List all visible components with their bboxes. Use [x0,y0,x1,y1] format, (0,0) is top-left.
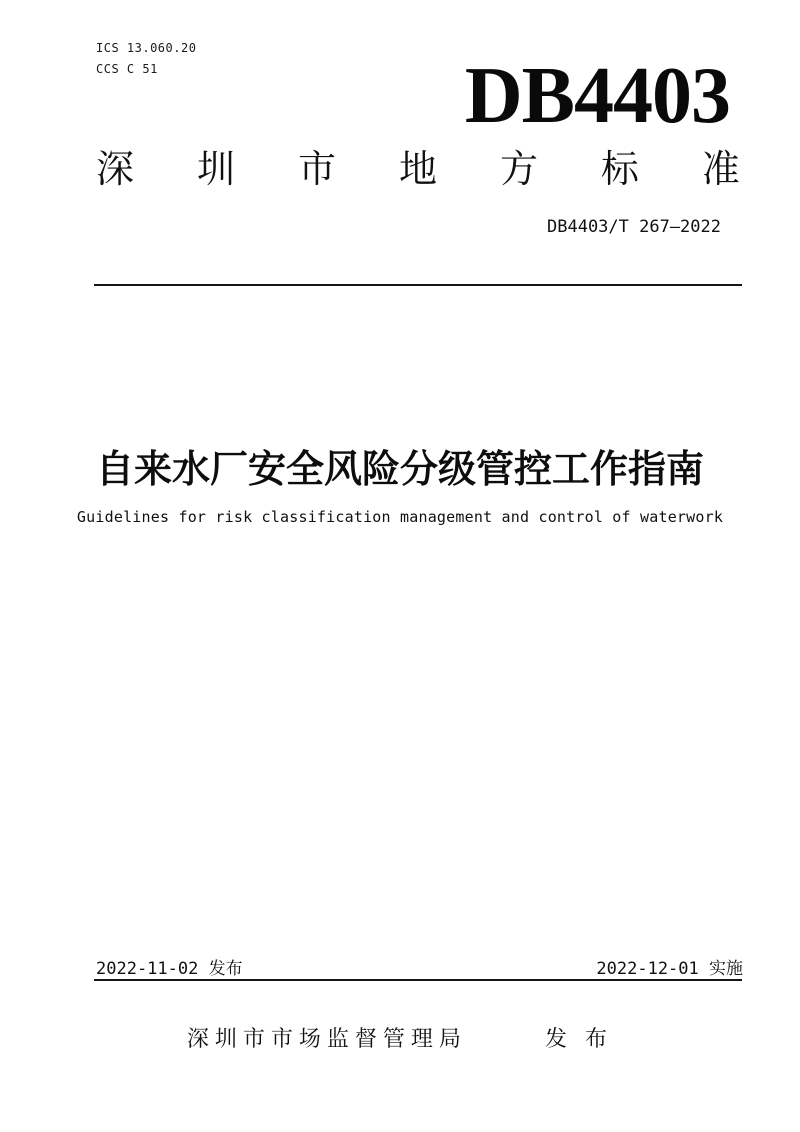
document-number: DB4403/T 267—2022 [547,217,721,237]
classification-codes [96,38,196,80]
document-title-english: Guidelines for risk classification management and control of waterwork [76,508,724,526]
standard-type-char: 地 [398,149,437,191]
ccs-code: CCS C 51 [96,62,158,76]
db-code: DB4403 [464,52,730,140]
standard-type-char: 方 [499,149,538,191]
header-divider-line [94,284,742,286]
implementation-date: 2022-12-01 实施 [596,959,743,979]
standard-type-title [96,150,740,192]
dates-row [96,954,743,979]
publisher-name: 深圳市市场监督管理局 [186,1026,467,1051]
footer-divider-line [94,979,742,981]
document-title-chinese: 自来水厂安全风险分级管控工作指南 [95,449,704,491]
issue-date: 2022-11-02 发布 [96,959,243,979]
standard-type-char: 标 [600,149,639,191]
standard-type-char: 市 [297,149,336,191]
ics-code: ICS 13.060.20 [96,41,197,55]
standard-type-char: 深 [96,149,135,191]
publisher-row [0,1022,800,1053]
standard-type-char: 圳 [196,149,235,191]
standard-type-char: 准 [701,149,740,191]
publish-label: 发 布 [544,1026,614,1051]
